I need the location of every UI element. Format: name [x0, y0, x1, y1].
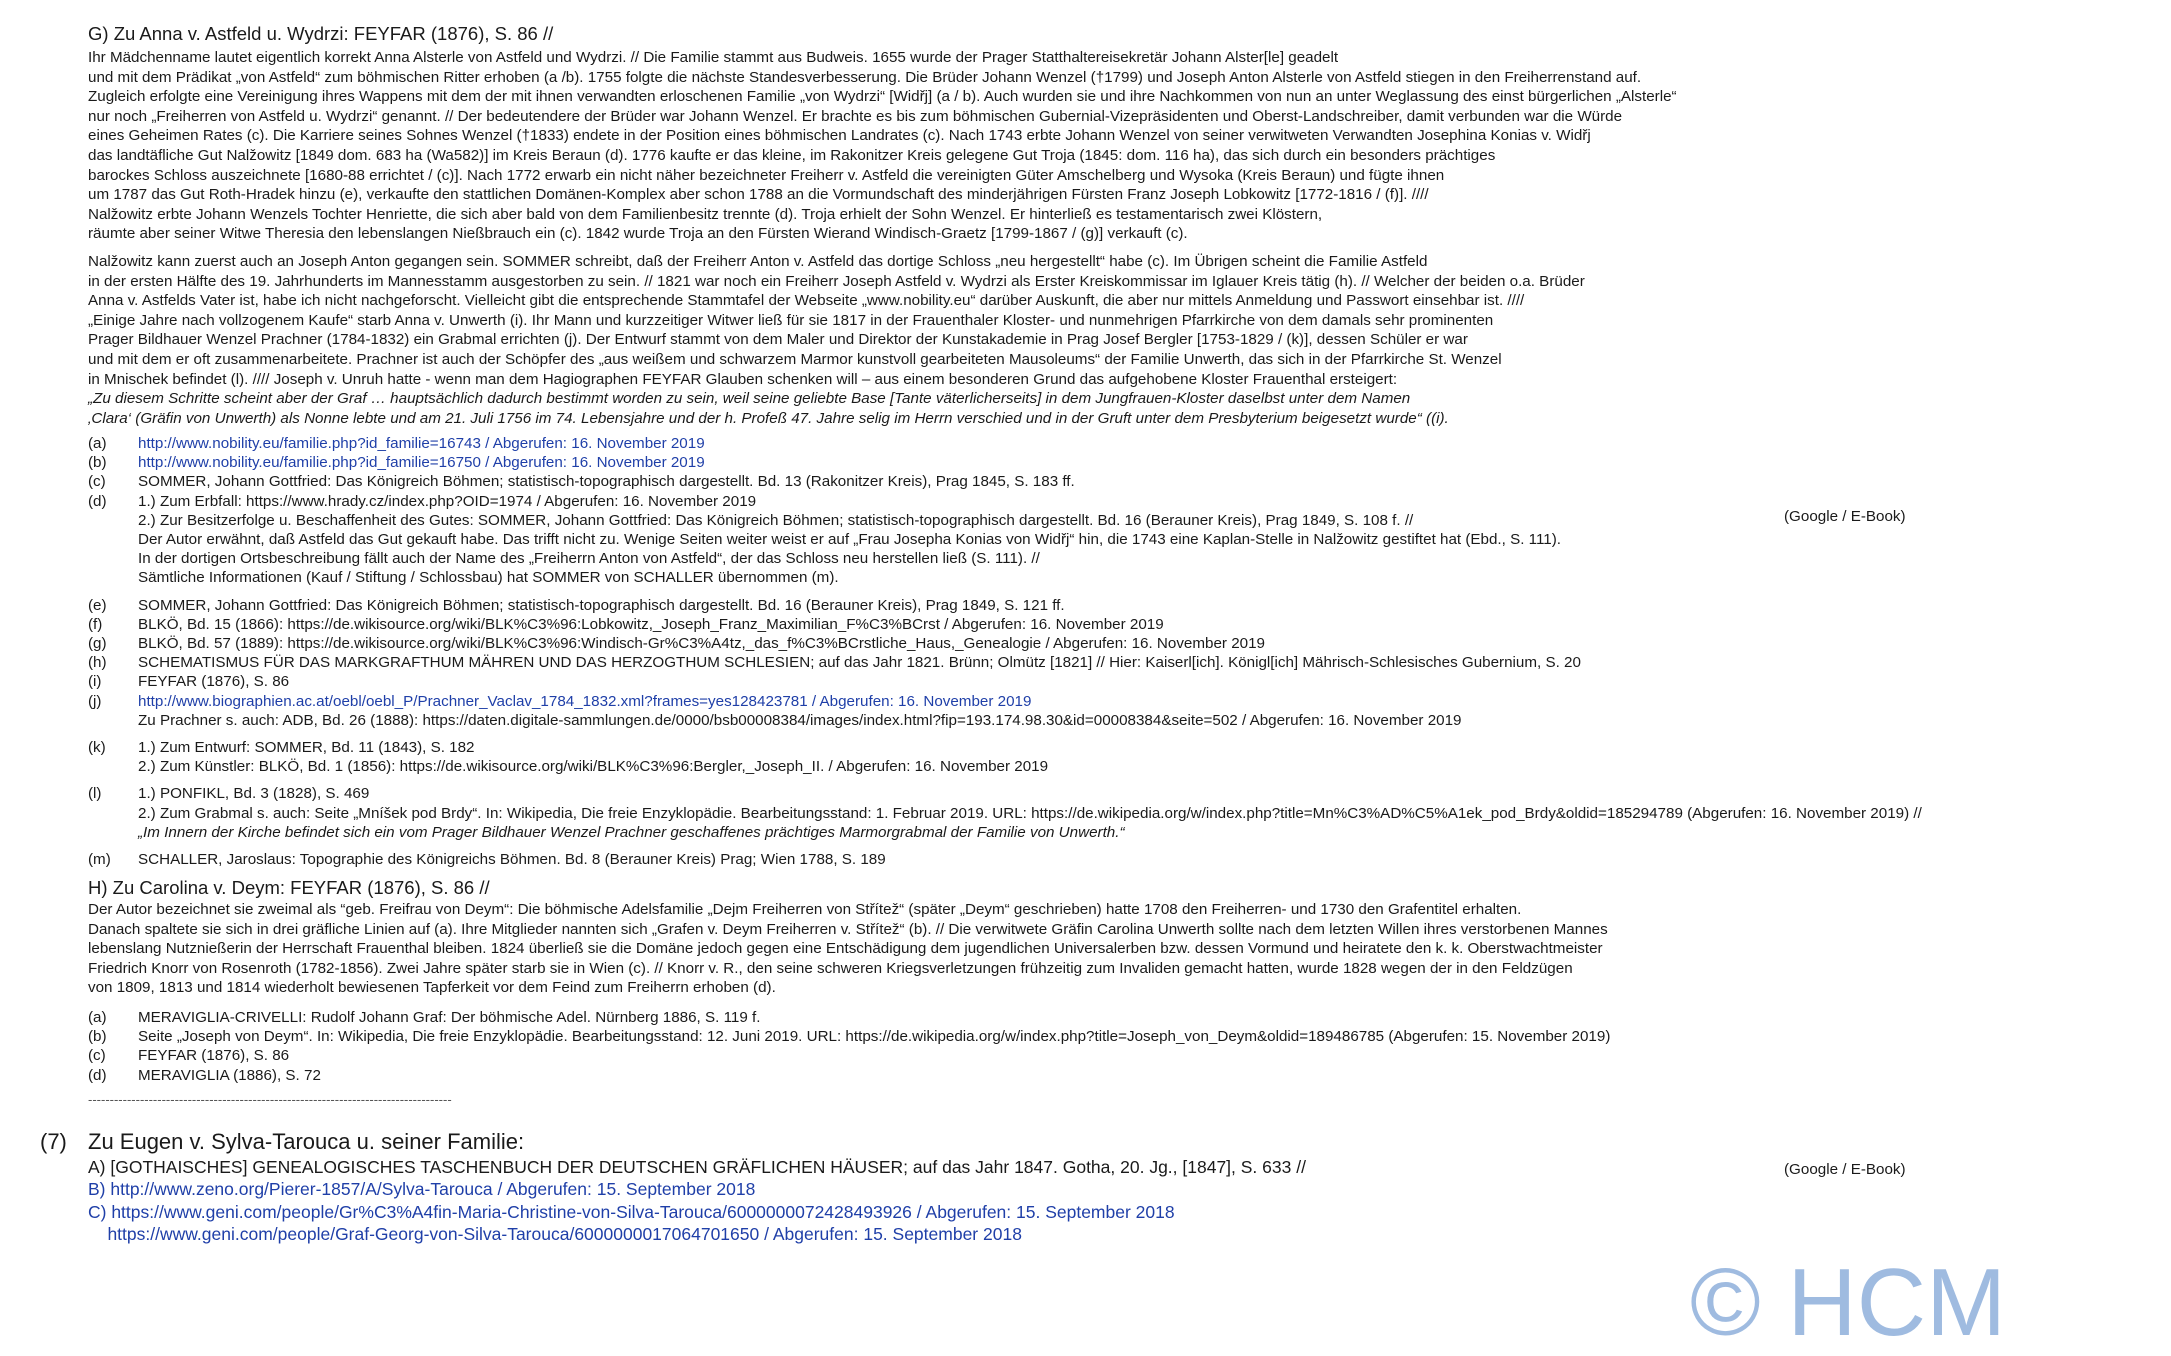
- section-7-sources: [88, 1156, 1306, 1246]
- reference-b: [88, 453, 2148, 472]
- reference-text: 1.) Zum Erbfall: https://www.hrady.cz/index.php?OID=1974 / Abgerufen: 16. November 2019: [138, 492, 757, 510]
- reference-d-line: Der Autor erwähnt, daß Astfeld das Gut gekauft habe. Das trifft nicht zu. Wenige Seiten weiter weist er auf „Frau Josepha Konias von Widřj“ hin, die 1743 eine Kaplan-Stelle in Nalžowitz gestiftet hat (Ebd., S. 111).: [138, 531, 1562, 549]
- section-7-heading-row: [40, 1128, 525, 1156]
- reference-text: BLKÖ, Bd. 15 (1866): https://de.wikisource.org/wiki/BLK%C3%96:Lobkowitz,_Joseph_Franz_Maximilian_F%C3%BCrst / Abgerufen: 16. November 2019: [138, 615, 1164, 633]
- text-line: räumte aber seiner Witwe Theresia den lebenslangen Nießbrauch ein (c). 1842 wurde Troja an den Fürsten Wierand Windisch-Graetz [1799-1867 / (g)] verkauft (c).: [88, 225, 1188, 243]
- reference-text: BLKÖ, Bd. 57 (1889): https://de.wikisource.org/wiki/BLK%C3%96:Windisch-Gr%C3%A4tz,_das_f%C3%BCrstliche_Haus,_Genealogie / Abgerufen: 16. November 2019: [138, 635, 1265, 653]
- reference-e: [88, 596, 2148, 615]
- reference-d: [88, 1066, 2148, 1085]
- reference-key: (l): [88, 785, 102, 803]
- reference-f: [88, 615, 2148, 634]
- section-7-heading: Zu Eugen v. Sylva-Tarouca u. seiner Familie:: [88, 1129, 525, 1154]
- reference-text: FEYFAR (1876), S. 86: [138, 673, 290, 691]
- reference-text: MERAVIGLIA-CRIVELLI: Rudolf Johann Graf: Der böhmische Adel. Nürnberg 1886, S. 119 f.: [138, 1009, 761, 1026]
- reference-k-line: 2.) Zum Künstler: BLKÖ, Bd. 1 (1856): https://de.wikisource.org/wiki/BLK%C3%96:Bergler,_Joseph_II. / Abgerufen: 16. November 2019: [138, 758, 1049, 776]
- section-number: (7): [40, 1129, 67, 1154]
- text-line: barockes Schloss auszeichnete [1680-88 errichtet / (c)]. Nach 1772 erwarb ein nicht näher bezeichneter Freiherr v. Astfeld die vereinigten Güter Amschelberg und Wysoka (Kreis Beraun) und fügte ihnen: [88, 166, 1445, 184]
- reference-b: [88, 1027, 2148, 1046]
- reference-text: MERAVIGLIA (1886), S. 72: [138, 1066, 321, 1084]
- reference-h: [88, 653, 2148, 672]
- reference-text: 1.) PONFIKL, Bd. 3 (1828), S. 469: [138, 785, 370, 803]
- text-line: „Einige Jahre nach vollzogenem Kaufe“ starb Anna v. Unwerth (i). Ihr Mann und kurzzeitiger Witwer ließ für sie 1817 in der Frauenthaler Kloster- und nunmehrigen Pfarrkirche von dem damals sehr prominenten: [88, 311, 1494, 329]
- reference-key: (m): [88, 851, 111, 869]
- text-line: Ihr Mädchenname lautet eigentlich korrekt Anna Alsterle von Astfeld und Wydrzi. // Die Familie stammt aus Budweis. 1655 wurde der Prager Statthaltereisekretär Johann Alster[le] geadelt: [88, 49, 1339, 66]
- reference-d-line: In der dortigen Ortsbeschreibung fällt auch der Name des „Freiherrn Anton von Astfeld“, der das Schloss neu herstellen ließ (S. 111). //: [138, 550, 1040, 568]
- reference-key: (h): [88, 654, 107, 672]
- reference-k: [88, 738, 2148, 757]
- reference-key: (c): [88, 1047, 106, 1065]
- reference-i: [88, 672, 2148, 691]
- reference-g: [88, 634, 2148, 653]
- reference-link[interactable]: http://www.biographien.ac.at/oebl/oebl_P/Prachner_Vaclav_1784_1832.xml?frames=yes128423781 / Abgerufen: 16. November 2019: [138, 692, 1032, 710]
- section-g-paragraph-2: [88, 252, 2128, 428]
- section-g-paragraph-1: [88, 48, 2128, 244]
- text-line: Zugleich erfolgte eine Vereinigung ihres Wappens mit dem der mit ihnen verwandten erloschenen Familie „von Wydrzi“ [Widřj] (a / b). Auch wurden sie und ihre Nachkommen von nun an unter Weglassung des einst bürgerlichen „Alsterle“: [88, 88, 1677, 106]
- section-g-heading: G) Zu Anna v. Astfeld u. Wydrzi: FEYFAR (1876), S. 86 //: [88, 23, 554, 44]
- reference-key: (j): [88, 692, 102, 710]
- reference-d-line: 2.) Zur Besitzerfolge u. Beschaffenheit des Gutes: SOMMER, Johann Gottfried: Das Königreich Böhmen; statistisch-topographisch dargestellt. Bd. 16 (Berauner Kreis), Prag 1849, S. 108 f. //: [138, 511, 1414, 529]
- text-line: Friedrich Knorr von Rosenroth (1782-1856). Zwei Jahre später starb sie in Wien (c). // Knorr v. R., den seine schweren Kriegsverletzungen frühzeitig zum Invaliden gemacht hatten, wurde 1828 wegen der in den Feldzügen: [88, 959, 1573, 977]
- reference-key: (c): [88, 473, 106, 491]
- separator-line: ------------------------------------------------------------------------------------: [88, 1092, 452, 1107]
- source-line-a: A) [GOTHAISCHES] GENEALOGISCHES TASCHENBUCH DER DEUTSCHEN GRÄFLICHEN HÄUSER; auf das Jahr 1847. Gotha, 20. Jg., [1847], S. 633 //: [88, 1157, 1306, 1177]
- reference-text: SOMMER, Johann Gottfried: Das Königreich Böhmen; statistisch-topographisch dargestellt. Bd. 16 (Berauner Kreis), Prag 1849, S. 121 ff.: [138, 596, 1065, 614]
- text-line: in Mnischek befindet (l). //// Joseph v. Unruh hatte - wenn man dem Hagiographen FEYFAR Glauben schenken will – aus einem besonderen Grund das aufgehobene Kloster Frauenthal ersteigert:: [88, 370, 1398, 388]
- section-h: [88, 876, 2128, 998]
- reference-key: (a): [88, 1009, 107, 1026]
- text-line: lebenslang Nutznießerin der Herrschaft Frauenthal bleiben. 1824 überließ sie die Domäne jedoch gegen eine Entschädigung dem jugendlichen Universalerben bzw. dessen Vormund und heiratete den k. k. Oberstwachtmeister: [88, 940, 1603, 958]
- reference-m: [88, 850, 2148, 869]
- quote-line: ‚Clara‘ (Gräfin von Unwerth) als Nonne lebte und am 21. Juli 1756 im 74. Lebensjahre und der h. Profeß 47. Jahre selig im Herrn verschied und in der Gruft unter dem Presbyterium beigesetzt wurde“ ((i).: [88, 409, 1449, 427]
- quote-line: „Zu diesem Schritte scheint aber der Graf … hauptsächlich dadurch bestimmt worden zu sein, weil seine geliebte Base [Tante väterlicherseits] in dem Jungfrauen-Kloster daselbst unter dem Namen: [88, 390, 1411, 408]
- section-h-references: [88, 1008, 2148, 1085]
- text-line: in der ersten Hälfte des 19. Jahrhunderts im Mannesstamm ausgestorben zu sein. // 1821 war noch ein Freiherr Joseph Astfeld v. Wydrzi als Erster Kreiskommissar im Iglauer Kreis tätig (h). // Welcher der beiden o.a. Brüder: [88, 272, 1585, 290]
- text-line: um 1787 das Gut Roth-Hradek hinzu (e), verkaufte den stattlichen Domänen-Komplex aber schon 1788 an die Vormundschaft des minderjährigen Fürsten Franz Joseph Lobkowitz [1772-1816 / (f)]. ////: [88, 186, 1429, 204]
- reference-link[interactable]: http://www.nobility.eu/familie.php?id_familie=16750 / Abgerufen: 16. November 2019: [138, 454, 705, 472]
- reference-a: [88, 434, 2148, 453]
- text-line: das landtäfliche Gut Nalžowitz [1849 dom. 683 ha (Wa582)] im Kreis Beraun (d). 1776 kaufte er das kleine, im Rakonitzer Kreis gelegene Gut Troja (1845: dom. 116 ha), das sich durch ein besonders prächtiges: [88, 146, 1496, 164]
- reference-key: (b): [88, 1028, 107, 1046]
- source-link-c[interactable]: C) https://www.geni.com/people/Gr%C3%A4fin-Maria-Christine-von-Silva-Tarouca/6000000072428493926 / Abgerufen: 15. September 2018: [88, 1201, 1175, 1222]
- reference-text: Seite „Joseph von Deym“. In: Wikipedia, Die freie Enzyklopädie. Bearbeitungsstand: 12. Juni 2019. URL: https://de.wikipedia.org/w/index.php?title=Joseph_von_Deym&oldid=189486785 (Abgerufen: 15. November 2019): [138, 1028, 1611, 1046]
- reference-text: SOMMER, Johann Gottfried: Das Königreich Böhmen; statistisch-topographisch dargestellt. Bd. 13 (Rakonitzer Kreis), Prag 1845, S. 183 ff.: [138, 473, 1075, 491]
- text-line: Danach spaltete sie sich in drei gräfliche Linien auf (a). Ihre Mitglieder nannten sich „Grafen v. Deym Freiherren v. Střítež“ (b). // Die verwitwete Gräfin Carolina Unwerth sollte nach dem letzten Willen ihres verstorbenen Mannes: [88, 920, 1608, 938]
- source-link-c2[interactable]: https://www.geni.com/people/Graf-Georg-von-Silva-Tarouca/6000000017064701650 / Abgerufen: 15. September 2018: [88, 1224, 1022, 1245]
- reference-key: (f): [88, 615, 103, 633]
- reference-key: (e): [88, 596, 107, 614]
- text-line: und mit dem er oft zusammenarbeitete. Prachner ist auch der Schöpfer des „aus weißem und schwarzem Marmor kunstvoll gearbeiteten Mausoleums“ der Familie Unwerth, das sich in der Pfarrkirche St. Wenzel: [88, 350, 1502, 368]
- text-line: Nalžowitz kann zuerst auch an Joseph Anton gegangen sein. SOMMER schreibt, daß der Freiherr Anton v. Astfeld das dortige Schloss „neu hergestellt“ habe (c). Im Übrigen scheint die Familie Astfeld: [88, 252, 1428, 270]
- reference-text: FEYFAR (1876), S. 86: [138, 1047, 290, 1065]
- reference-a: [88, 1008, 2148, 1027]
- reference-l-quote: „Im Innern der Kirche befindet sich ein vom Prager Bildhauer Wenzel Prachner geschaffenes prächtiges Marmorgrabmal der Familie von Unwerth.“: [138, 823, 1125, 841]
- ebook-note: (Google / E-Book): [1784, 508, 1906, 525]
- reference-j: [88, 692, 2148, 711]
- reference-c: [88, 1046, 2148, 1065]
- text-line: eines Geheimen Rates (c). Die Karriere seines Sohnes Wenzel (†1833) endete in der Position eines böhmischen Landrates (c). Nach 1743 erbte Johann Wenzel von seiner verwitweten Verwandten Josephina Konias v. Widřj: [88, 127, 1591, 145]
- reference-d-line: Sämtliche Informationen (Kauf / Stiftung / Schlossbau) hat SOMMER von SCHALLER übernommen (m).: [138, 569, 839, 587]
- text-line: nur noch „Freiherren von Astfeld u. Wydrzi“ genannt. // Der bedeutendere der Brüder war Johann Wenzel. Er brachte es bis zum böhmischen Gubernial-Vizepräsidenten und Oberst-Landschreiber, damit verbunden war die Würde: [88, 107, 1623, 125]
- text-line: von 1809, 1813 und 1814 wiederholt bewiesenen Tapferkeit vor dem Feind zum Freiherrn erhoben (d).: [88, 979, 776, 997]
- text-line: und mit dem Prädikat „von Astfeld“ zum böhmischen Ritter erhoben (a /b). 1755 folgte die nächste Standesverbesserung. Die Brüder Johann Wenzel (†1799) und Joseph Anton Alsterle von Astfeld stiegen in den Freiherrenstand auf.: [88, 68, 1642, 86]
- reference-key: (d): [88, 1066, 107, 1084]
- reference-key: (g): [88, 635, 107, 653]
- copyright-watermark: © HCM: [1690, 1249, 2007, 1356]
- reference-key: (i): [88, 673, 102, 691]
- reference-text: 1.) Zum Entwurf: SOMMER, Bd. 11 (1843), S. 182: [138, 739, 475, 757]
- reference-key: (b): [88, 454, 107, 472]
- section-h-heading: H) Zu Carolina v. Deym: FEYFAR (1876), S. 86 //: [88, 877, 490, 898]
- reference-text: SCHEMATISMUS FÜR DAS MARKGRAFTHUM MÄHREN UND DAS HERZOGTHUM SCHLESIEN; auf das Jahr 1821. Brünn; Olmütz [1821] // Hier: Kaiserl[ich]. Königl[ich] Mährisch-Schlesisches Gubernium, S. 20: [138, 654, 1581, 672]
- reference-j-line: Zu Prachner s. auch: ADB, Bd. 26 (1888): https://daten.digitale-sammlungen.de/0000/bsb00008384/images/index.html?fip=193.174.98.30&id=00008384&seite=502 / Abgerufen: 16. November 2019: [138, 711, 1462, 729]
- reference-l-line: 2.) Zum Grabmal s. auch: Seite „Mníšek pod Brdy“. In: Wikipedia, Die freie Enzyklopädie. Bearbeitungsstand: 1. Februar 2019. URL: https://de.wikipedia.org/w/index.php?title=Mn%C3%AD%C5%A1ek_pod_Brdy&oldid=185294789 (Abgerufen: 16. November 2019) //: [138, 804, 1922, 822]
- reference-c: [88, 472, 2148, 491]
- text-line: Anna v. Astfelds Vater ist, habe ich nicht nachgeforscht. Vielleicht gibt die entsprechende Stammtafel der Webseite „www.nobility.eu“ darüber Auskunft, die aber nur mittels Anmeldung und Passwort einsehbar ist. ////: [88, 292, 1525, 310]
- reference-key: (a): [88, 435, 107, 452]
- reference-key: (k): [88, 739, 106, 757]
- reference-text: SCHALLER, Jaroslaus: Topographie des Königreichs Böhmen. Bd. 8 (Berauner Kreis) Prag; Wien 1788, S. 189: [138, 851, 886, 869]
- section-g-references: [88, 434, 2148, 869]
- source-link-b[interactable]: B) http://www.zeno.org/Pierer-1857/A/Sylva-Tarouca / Abgerufen: 15. September 2018: [88, 1179, 756, 1200]
- ebook-note-2: (Google / E-Book): [1784, 1161, 1906, 1178]
- reference-l: [88, 784, 2148, 803]
- section-g: [88, 22, 2128, 428]
- section-h-paragraph: [88, 900, 2128, 998]
- reference-link[interactable]: http://www.nobility.eu/familie.php?id_familie=16743 / Abgerufen: 16. November 2019: [138, 435, 705, 452]
- text-line: Prager Bildhauer Wenzel Prachner (1784-1832) ein Grabmal errichten (j). Der Entwurf stammt von dem Maler und Direktor der Kunstakademie in Prag Josef Bergler [1753-1829 / (k)], dessen Schüler er war: [88, 331, 1468, 349]
- reference-key: (d): [88, 492, 107, 510]
- text-line: Nalžowitz erbte Johann Wenzels Tochter Henriette, die sich aber bald von dem Familienbesitz trennte (d). Troja erhielt der Sohn Wenzel. Er hinterließ es testamentarisch zwei Klöstern,: [88, 205, 1323, 223]
- text-line: Der Autor bezeichnet sie zweimal als “geb. Freifrau von Deym“: Die böhmische Adelsfamilie „Dejm Freiherren von Střítež“ (später „Deym“ geschrieben) hatte 1708 den Freiherren- und 1730 den Grafentitel erhalten.: [88, 901, 1522, 918]
